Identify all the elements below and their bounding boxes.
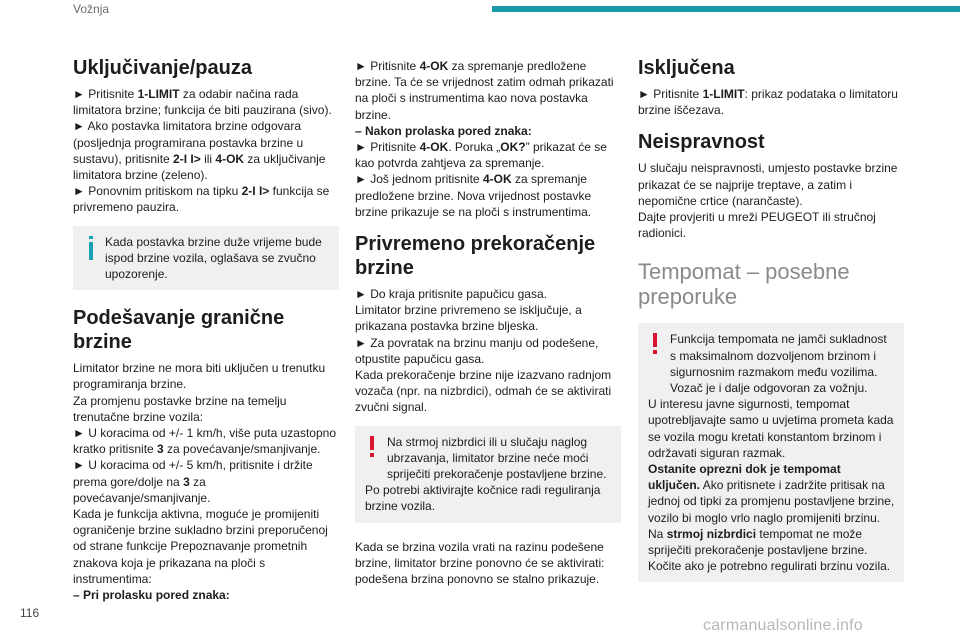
paragraph: Kada se brzina vozila vrati na razinu podešene brzine, limitator brzine ponovno će se aktivirati: podešena brzina ponovno se stalno prikazuje. [355, 539, 605, 587]
paragraph: ► Pritisnite 4-OK za spremanje predložene brzine. Ta će se vrijednost zatim odmah prikazati na ploči s instrumentima kao nova postavka brzine. [355, 59, 614, 122]
warning-note-text: Na strmoj nizbrdici tempomat ne može spriječiti prekoračenje postavljene brzine. Kočite ako je potrebno regulirati brzinu vozila. [648, 526, 891, 574]
page-number: 116 [20, 606, 40, 620]
warning-note-text: Po potrebi aktivirajte kočnice radi reguliranja brzine vozila. [365, 483, 601, 514]
paragraph: ► Pritisnite 1-LIMIT: prikaz podataka o limitatoru brzine iščezava. [638, 87, 898, 118]
warning-note [638, 323, 904, 582]
paragraph: Za promjenu postavke brzine na temelju trenutačne brzine vozila: [73, 393, 287, 424]
paragraph: ► U koracima od +/- 1 km/h, više puta uzastopno kratko pritisnite 3 za povećavanje/smanjivanje. [73, 426, 336, 457]
watermark: carmanualsonline.info [703, 617, 863, 634]
paragraph: ► U koracima od +/- 5 km/h, pritisnite i držite prema gore/dolje na 3 za povećavanje/smanjivanje. [73, 458, 313, 505]
warning-note-text: U interesu javne sigurnosti, tempomat upotrebljavajte samo u uvjetima prometa kada se vozila mogu kretati konstantom brzinom i održavati siguran razmak. [648, 397, 894, 460]
warning-note-text: Ostanite oprezni dok je tempomat uključen. Ako pritisnete i zadržite pritisak na jednoj od tipki za promjenu postavljene brzine, vozilo bi moglo vrlo naglo promijeniti brzinu. [648, 462, 895, 525]
paragraph: ► Pritisnite 4-OK. Poruka „OK?” prikazat će se kao potvrda zahtjeva za spremanje. [355, 140, 607, 171]
section-label: Vožnja [73, 2, 110, 16]
paragraph: ► Do kraja pritisnite papučicu gasa. [355, 287, 547, 302]
paragraph: U slučaju neispravnosti, umjesto postavke brzine prikazat će se najprije treptave, a zatim i nepomične crtice (narančaste). [638, 161, 898, 208]
warning-icon [365, 436, 379, 462]
column-2 [355, 58, 621, 587]
info-icon [83, 236, 97, 262]
heading-neispravnost: Neispravnost [638, 131, 765, 154]
paragraph: – Pri prolasku pored znaka: [73, 588, 230, 603]
paragraph: Kada prekoračenje brzine nije izazvano radnjom vozača (npr. na nizbrdici), odmah će se aktivirati zvučni signal. [355, 368, 612, 415]
heading-tempomat: Tempomat – posebne preporuke [638, 259, 850, 310]
heading-iskljucena: Isključena [638, 57, 735, 79]
column-1 [73, 52, 339, 603]
warning-note [355, 426, 621, 523]
paragraph: ► Ponovnim pritiskom na tipku 2-I I> funkcija se privremeno pauzira. [73, 184, 330, 215]
column-3 [638, 52, 904, 598]
paragraph: ► Još jednom pritisnite 4-OK za spremanje predložene brzine. Nova vrijednost postavke brzine prikazuje se na ploči s instrumentima. [355, 172, 592, 219]
info-note [73, 226, 339, 291]
paragraph: ► Za povratak na brzinu manju od podešene, otpustite papučicu gasa. [355, 335, 599, 366]
info-note-text: Kada postavka brzine duže vrijeme bude ispod brzine vozila, oglašava se zvučno upozorenje. [105, 234, 322, 282]
warning-note-text: Funkcija tempomata ne jamči sukladnost s maksimalnom dozvoljenom brzinom i sigurnosnim razmakom među vozilima. Vozač je i dalje odgovoran za vožnju. [670, 332, 887, 396]
heading-ukljucivanje: Uključivanje/pauza [73, 57, 252, 79]
paragraph: Limitator brzine ne mora biti uključen u trenutku programiranja brzine. [73, 361, 326, 392]
header-accent-bar [492, 6, 960, 12]
paragraph: Limitator brzine privremeno se isključuje, a prikazana postavka brzine bljeska. [355, 303, 582, 334]
paragraph: Dajte provjeriti u mreži PEUGEOT ili stručnoj radionici. [638, 210, 876, 241]
paragraph: – Nakon prolaska pored znaka: [355, 123, 532, 138]
paragraph: Kada je funkcija aktivna, moguće je promijeniti ograničenje brzine sukladno brzini preporučenoj od strane funkcije Prepoznavanje prometnih znakova koja je prikazana na ploči s instrumentima: [73, 507, 328, 586]
paragraph: ► Pritisnite 1-LIMIT za odabir načina rada limitatora brzine; funkcija će biti pauzirana (sivo). [73, 87, 332, 118]
paragraph: ► Ako postavka limitatora brzine odgovara (posljednja programirana postavka brzine u sustavu), pritisnite 2-I I> ili 4-OK za uključivanje limitatora brzine (zeleno). [73, 119, 326, 183]
warning-icon [648, 333, 662, 359]
heading-podesavanje: Podešavanje granične brzine [73, 307, 285, 354]
heading-privremeno: Privremeno prekoračenje brzine [355, 233, 596, 280]
warning-note-text: Na strmoj nizbrdici ili u slučaju naglog ubrzavanja, limitator brzine neće moći spriječiti prekoračenje postavljene brzine. [387, 434, 607, 482]
